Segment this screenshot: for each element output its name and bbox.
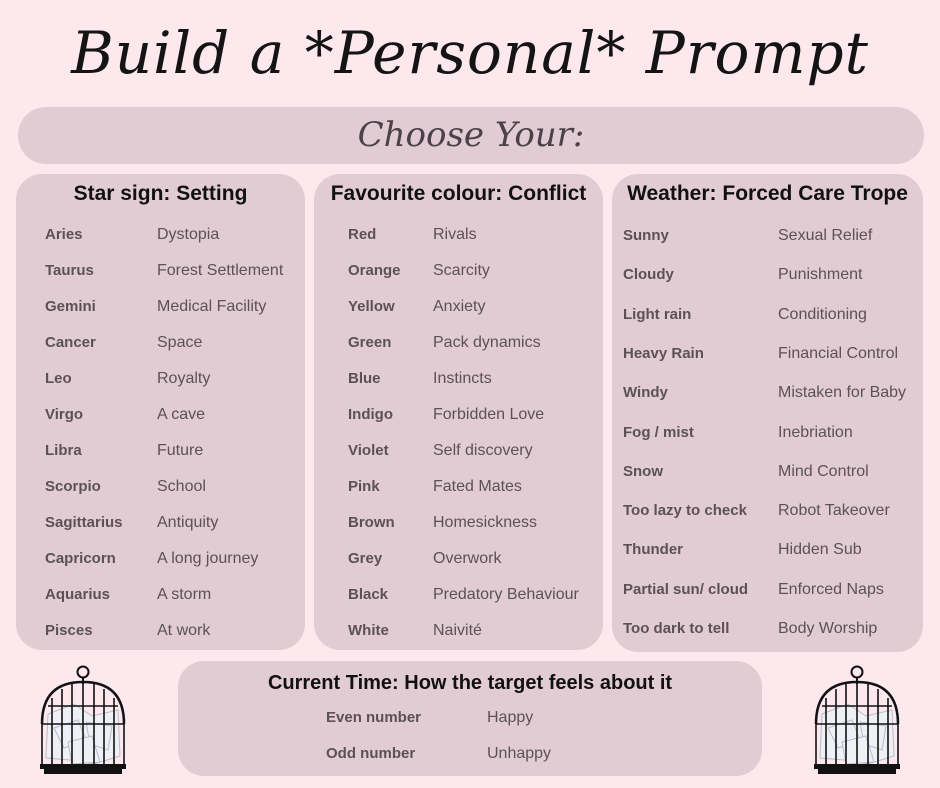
row-key: Partial sun/ cloud [623,580,749,598]
row-key: Grey [348,550,383,567]
row-value: Financial Control [778,344,899,362]
row-key: Blue [348,370,381,387]
row-value: At work [157,622,211,639]
row-key: Leo [45,370,72,387]
table-row [314,226,603,246]
row-value: Dystopia [157,226,220,243]
row-key: Cloudy [623,266,674,284]
row-value: Conditioning [778,305,867,323]
star-sign-panel [16,174,305,650]
row-key: Virgo [45,406,84,423]
table-row [612,266,923,286]
table-row [16,442,305,462]
table-row [16,586,305,606]
star-sign-heading: Star sign: Setting [73,182,248,205]
birdcage-icon [34,664,132,776]
row-value: A cave [157,406,206,423]
row-key: Taurus [45,262,94,279]
row-value: Mistaken for Baby [778,384,907,402]
time-panel [178,661,762,776]
row-value: Enforced Naps [778,580,884,598]
table-row [314,334,603,354]
row-value: Pack dynamics [433,334,541,351]
row-key: Scorpio [45,478,101,495]
row-key: Heavy Rain [623,344,704,362]
table-row [314,622,603,642]
row-key: Capricorn [45,550,116,567]
row-key: Sunny [623,227,669,244]
row-key: Pisces [45,622,93,639]
row-key: White [348,622,389,639]
row-key: Yellow [348,298,395,315]
row-value: Forest Settlement [157,262,284,279]
row-value: Fated Mates [433,478,522,495]
row-value: Future [157,442,204,459]
row-value: Self discovery [433,442,533,459]
table-row [612,345,923,365]
weather-heading: Weather: Forced Care Trope [627,182,908,205]
row-key: Odd number [326,745,416,762]
row-value: Mind Control [778,462,869,480]
table-row [16,226,305,246]
row-value: Robot Takeover [778,502,890,520]
row-key: Aquarius [45,586,111,603]
row-value: Unhappy [487,745,552,762]
row-key: Light rain [623,305,692,323]
row-value: Instincts [433,370,492,387]
table-row [16,514,305,534]
table-row [16,622,305,642]
table-row [314,406,603,426]
row-value: Inebriation [778,423,853,441]
birdcage-icon [808,664,906,776]
row-key: Sagittarius [45,514,123,531]
row-value: Royalty [157,370,211,387]
row-key: Too lazy to check [623,502,747,520]
row-key: Gemini [45,298,96,315]
table-row [314,370,603,390]
row-value: A storm [157,586,212,603]
row-key: Thunder [623,541,683,559]
row-key: Fog / mist [623,423,694,441]
table-row [612,581,923,601]
page-title: Build a *Personal* Prompt [71,19,869,87]
table-row [16,298,305,318]
row-key: Windy [623,384,668,402]
table-row [314,586,603,606]
row-key: Libra [45,442,82,459]
row-key: Pink [348,478,380,495]
table-row [314,550,603,570]
table-row [612,541,923,561]
table-row [16,478,305,498]
table-row [314,442,603,462]
subtitle: Choose Your: [357,115,585,155]
row-value: Happy [487,709,534,726]
table-row [178,709,762,729]
row-key: Red [348,226,377,243]
row-value: Space [157,334,203,351]
row-value: Hidden Sub [778,541,862,559]
table-row [612,384,923,404]
row-value: Scarcity [433,262,490,279]
row-key: Even number [326,709,422,726]
row-key: Violet [348,442,389,459]
row-value: Overwork [433,550,502,567]
subtitle-bar [18,107,924,164]
table-row [314,298,603,318]
row-value: Punishment [778,266,863,284]
row-key: Green [348,334,392,351]
row-value: Naivité [433,622,482,639]
row-value: Forbidden Love [433,406,545,423]
row-value: Anxiety [433,298,486,315]
table-row [16,406,305,426]
row-key: Too dark to tell [623,620,730,637]
table-row [612,227,923,247]
row-value: Body Worship [778,620,878,637]
table-row [612,306,923,326]
row-key: Indigo [348,406,393,423]
table-row [16,550,305,570]
table-row [314,514,603,534]
row-value: Medical Facility [157,298,267,315]
row-key: Brown [348,514,395,531]
colour-heading: Favourite colour: Conflict [330,182,587,205]
table-row [612,620,923,640]
row-value: Predatory Behaviour [433,586,579,603]
row-value: Sexual Relief [778,227,873,244]
table-row [612,463,923,483]
table-row [16,262,305,282]
table-row [16,370,305,390]
time-heading: Current Time: How the target feels about it [267,672,673,694]
table-row [314,478,603,498]
row-key: Black [348,586,389,603]
table-row [16,334,305,354]
row-value: A long journey [157,550,259,567]
row-key: Cancer [45,334,96,351]
row-key: Snow [623,462,663,480]
table-row [612,424,923,444]
row-value: School [157,478,206,495]
colour-panel [314,174,603,650]
row-value: Homesickness [433,514,538,531]
table-row [314,262,603,282]
row-key: Orange [348,262,401,279]
table-row [612,502,923,522]
table-row [178,745,762,765]
row-key: Aries [45,226,83,243]
weather-panel [612,174,923,652]
row-value: Rivals [433,226,477,243]
row-value: Antiquity [157,514,219,531]
